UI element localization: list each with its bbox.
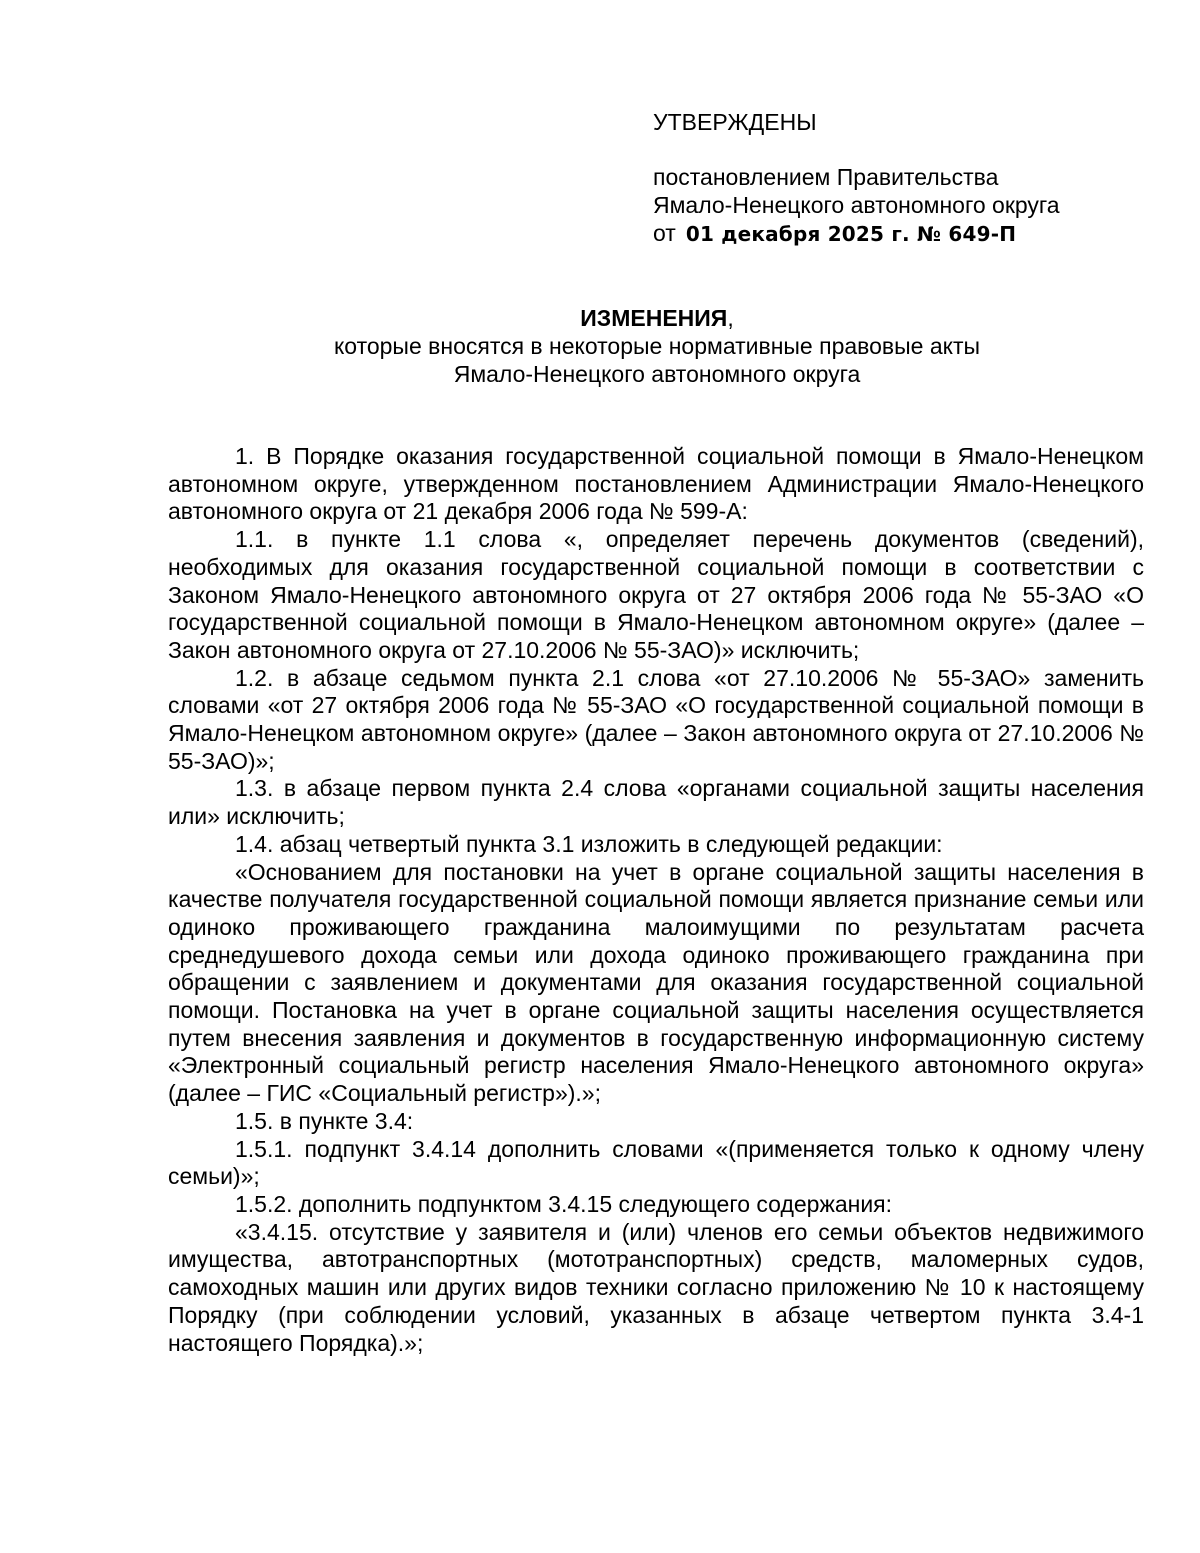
title-comma: , (727, 305, 734, 331)
paragraph-1-1: 1.1. в пункте 1.1 слова «, определяет перечень документов (сведений), необходимых для оказания государственной социальной помощи в соответствии с Законом Ямало-Ненецкого автономного округа от 27 октября 2006 года № 55-ЗАО «О государственной социальной помощи в Ямало-Ненецком автономном округе» (далее – Закон автономного округа от 27.10.2006 № 55-ЗАО)» исключить; (168, 526, 1144, 663)
approval-block (653, 108, 1173, 248)
approval-line-1: постановлением Правительства (653, 164, 999, 190)
paragraph-quote-3-4-15: «3.4.15. отсутствие у заявителя и (или) членов его семьи объектов недвижимого имущества, автотранспортных (мототранспортных) средств, маломерных судов, самоходных машин или других видов техники согласно приложению № 10 к настоящему Порядку (при соблюдении условий, указанных в абзаце четвертом пункта 3.4-1 настоящего Порядка).»; (168, 1218, 1144, 1356)
approval-date-value: 01 декабря 2025 г. № 649-П (685, 222, 1017, 246)
document-title (170, 304, 1144, 388)
approved-heading: УТВЕРЖДЕНЫ (653, 109, 817, 135)
paragraph-1-5-2: 1.5.2. дополнить подпунктом 3.4.15 следующего содержания: (235, 1190, 893, 1217)
paragraph-1: 1. В Порядке оказания государственной социальной помощи в Ямало-Ненецком автономном округе, утвержденном постановлением Администрации Ямало-Ненецкого автономного округа от 21 декабря 2006 года № 599-А: (168, 443, 1144, 525)
paragraph-1-2: 1.2. в абзаце седьмом пункта 2.1 слова «от 27.10.2006 № 55-ЗАО» заменить словами «от 27 октября 2006 года № 55-ЗАО «О государственной социальной помощи в Ямало-Ненецком автономном округе» (далее – Закон автономного округа от 27.10.2006 № 55-ЗАО)»; (168, 664, 1144, 774)
paragraph-1-5-1: 1.5.1. подпункт 3.4.14 дополнить словами «(применяется только к одному члену семьи)»; (168, 1135, 1144, 1190)
title-heading: ИЗМЕНЕНИЯ (580, 305, 728, 331)
paragraph-1-3: 1.3. в абзаце первом пункта 2.4 слова «органами социальной защиты населения или» исключить; (168, 775, 1144, 830)
document-body (168, 443, 1144, 1357)
paragraph-1-4: 1.4. абзац четвертый пункта 3.1 изложить в следующей редакции: (235, 830, 943, 857)
paragraph-quote-basis: «Основанием для постановки на учет в органе социальной защиты населения в качестве получателя государственной социальной помощи является признание семьи или одиноко проживающего гражданина малоимущими по результатам расчета среднедушевого дохода семьи или дохода одиноко проживающего гражданина при обращении с заявлением и документами для оказания государственной социальной помощи. Постановка на учет в органе социальной защиты населения осуществляется путем внесения заявления и документов в государственную информационную систему «Электронный социальный регистр населения Ямало-Ненецкого автономного округа» (далее – ГИС «Социальный регистр»).»; (168, 858, 1144, 1107)
approval-line-2: Ямало-Ненецкого автономного округа (653, 192, 1060, 218)
approval-date-prefix: от (653, 220, 676, 246)
paragraph-1-5: 1.5. в пункте 3.4: (235, 1107, 414, 1134)
title-line-1 (170, 304, 1144, 332)
approval-date-line (653, 219, 1173, 248)
title-line-3: Ямало-Ненецкого автономного округа (453, 361, 861, 387)
title-line-2: которые вносятся в некоторые нормативные правовые акты (333, 333, 981, 359)
